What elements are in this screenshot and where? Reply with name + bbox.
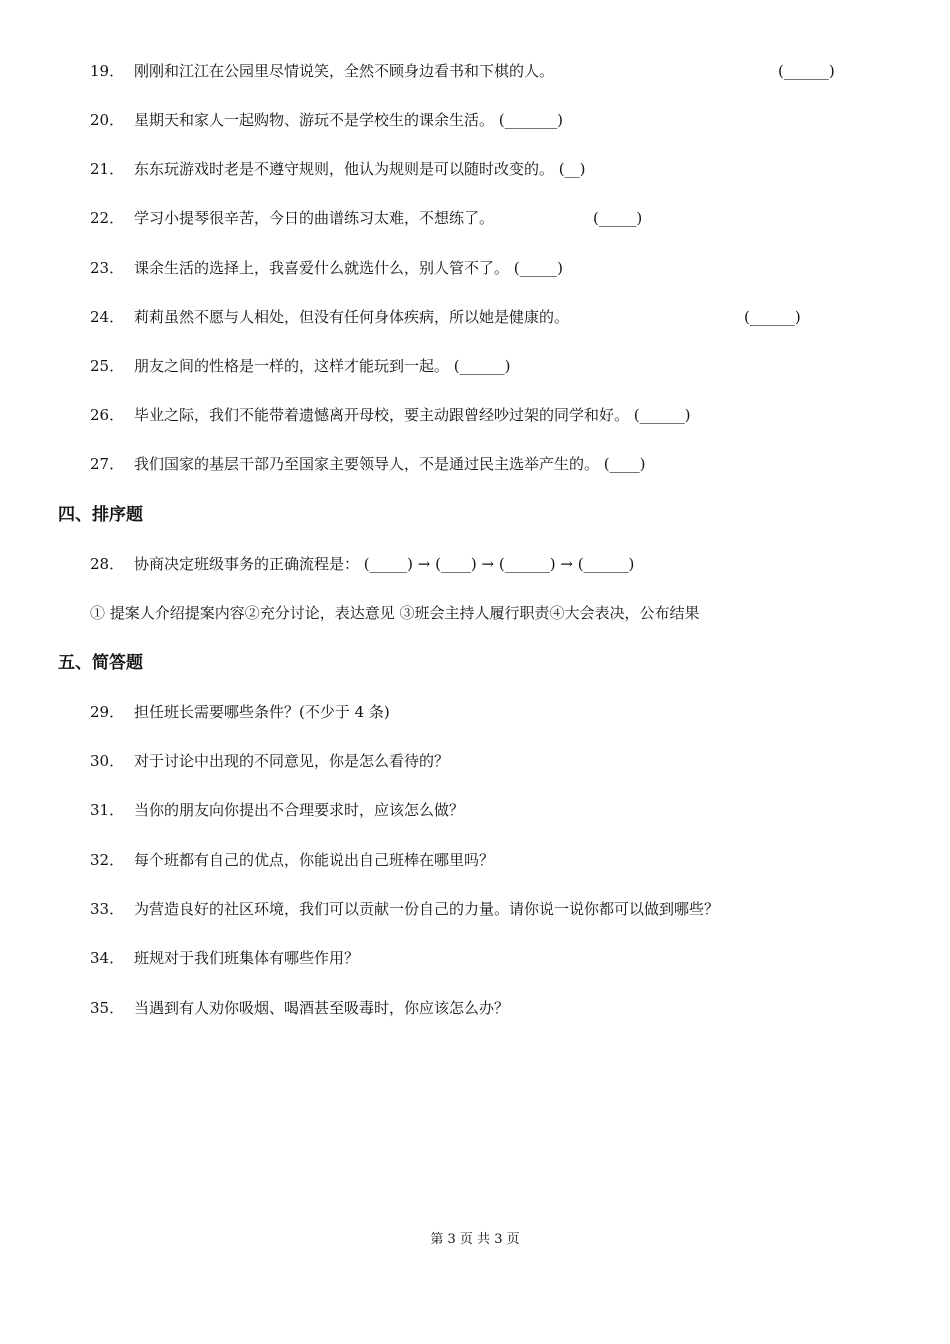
question-text: 莉莉虽然不愿与人相处，但没有任何身体疾病，所以她是健康的。 xyxy=(134,308,570,326)
question-20 xyxy=(90,110,563,130)
question-number: 26． xyxy=(90,406,125,424)
question-19 xyxy=(90,61,554,81)
question-text: 协商决定班级事务的正确流程是： (_____) → (____) → (______) → (______) xyxy=(134,555,635,573)
question-22 xyxy=(90,208,494,228)
question-text: 班规对于我们班集体有哪些作用？ xyxy=(134,949,360,967)
question-25 xyxy=(90,356,510,376)
question-text: 星期天和家人一起购物、游玩不是学校生的课余生活。 (_______) xyxy=(134,111,563,129)
question-number: 31． xyxy=(90,801,125,819)
question-29 xyxy=(90,702,390,722)
question-number: 22． xyxy=(90,209,125,227)
question-23 xyxy=(90,258,563,278)
question-number: 30． xyxy=(90,752,125,770)
question-number: 24． xyxy=(90,308,125,326)
question-text: 刚刚和江江在公园里尽情说笑，全然不顾身边看书和下棋的人。 xyxy=(134,62,555,80)
question-number: 21． xyxy=(90,160,125,178)
question-number: 32． xyxy=(90,851,125,869)
ordering-options: ① 提案人介绍提案内容②充分讨论，表达意见 ③班会主持人履行职责④大会表决，公布结果 xyxy=(90,604,700,622)
question-number: 20． xyxy=(90,111,125,129)
question-text: 每个班都有自己的优点，你能说出自己班棒在哪里吗？ xyxy=(134,851,495,869)
question-28 xyxy=(90,554,634,574)
question-text: 当你的朋友向你提出不合理要求时，应该怎么做？ xyxy=(134,801,465,819)
question-text: 朋友之间的性格是一样的，这样才能玩到一起。 (______) xyxy=(134,357,511,375)
question-32 xyxy=(90,850,494,870)
question-number: 23． xyxy=(90,259,125,277)
question-number: 25． xyxy=(90,357,125,375)
question-text: 学习小提琴很辛苦，今日的曲谱练习太难，不想练了。 xyxy=(134,209,495,227)
question-number: 19． xyxy=(90,62,125,80)
answer-blank: (______) xyxy=(778,62,835,80)
question-30 xyxy=(90,751,449,771)
question-number: 34． xyxy=(90,949,125,967)
question-35 xyxy=(90,998,509,1018)
question-text: 担任班长需要哪些条件？(不少于 4 条) xyxy=(134,703,390,721)
question-text: 毕业之际，我们不能带着遗憾离开母校，要主动跟曾经吵过架的同学和好。 (______) xyxy=(134,406,691,424)
question-26 xyxy=(90,405,690,425)
question-text: 为营造良好的社区环境，我们可以贡献一份自己的力量。请你说一说你都可以做到哪些？ xyxy=(134,900,720,918)
question-24 xyxy=(90,307,569,327)
question-21 xyxy=(90,159,585,179)
question-27 xyxy=(90,454,645,474)
section-heading-ordering: 四、排序题 xyxy=(58,505,143,525)
question-number: 28． xyxy=(90,555,125,573)
answer-blank: (______) xyxy=(744,308,801,326)
question-number: 29． xyxy=(90,703,125,721)
page-footer: 第 3 页 共 3 页 xyxy=(430,1232,520,1247)
question-number: 35． xyxy=(90,999,125,1017)
question-text: 东东玩游戏时老是不遵守规则，他认为规则是可以随时改变的。 (__) xyxy=(134,160,586,178)
question-text: 当遇到有人劝你吸烟、喝酒甚至吸毒时，你应该怎么办？ xyxy=(134,999,510,1017)
question-number: 27． xyxy=(90,455,125,473)
question-text: 对于讨论中出现的不同意见，你是怎么看待的？ xyxy=(134,752,450,770)
section-heading-short-answer: 五、简答题 xyxy=(58,653,143,673)
question-number: 33． xyxy=(90,900,125,918)
question-34 xyxy=(90,948,359,968)
question-text: 课余生活的选择上，我喜爱什么就选什么，别人管不了。 (_____) xyxy=(134,259,563,277)
question-text: 我们国家的基层干部乃至国家主要领导人，不是通过民主选举产生的。 (____) xyxy=(134,455,646,473)
question-33 xyxy=(90,899,719,919)
question-31 xyxy=(90,800,464,820)
answer-blank: (_____) xyxy=(593,209,643,227)
